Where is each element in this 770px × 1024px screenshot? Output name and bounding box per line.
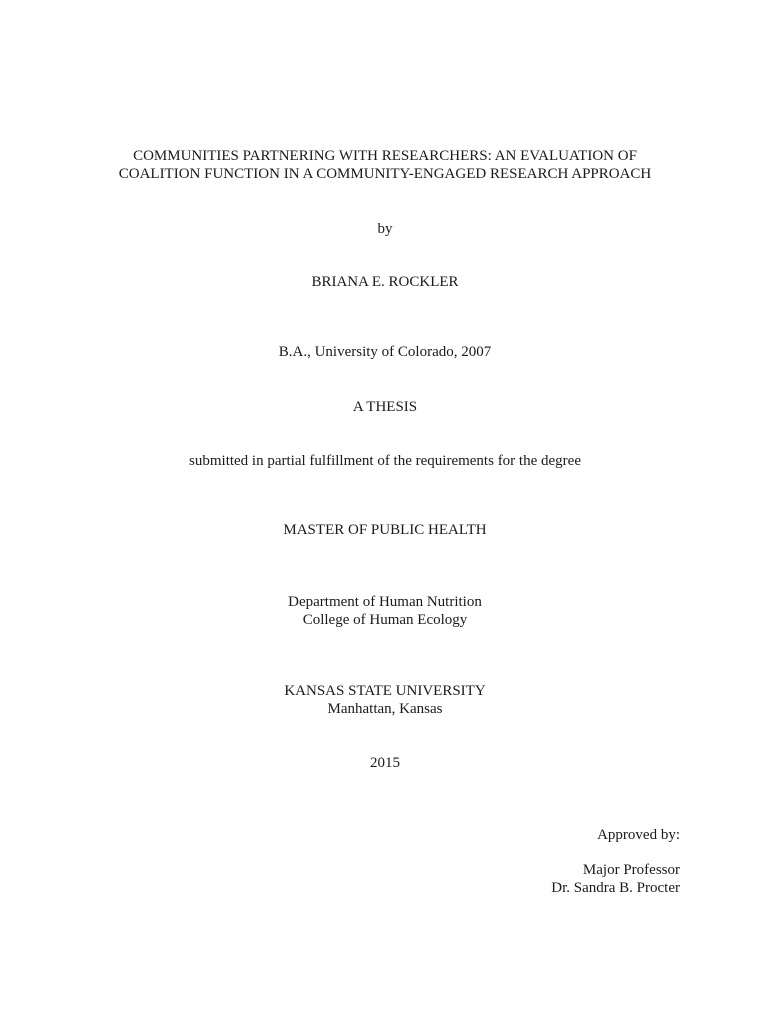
document-type: A THESIS (352, 399, 418, 415)
university-location: Manhattan, Kansas (327, 701, 443, 717)
approver-name: Dr. Sandra B. Procter (551, 880, 680, 896)
author-name: BRIANA E. ROCKLER (311, 274, 459, 290)
approved-by-label: Approved by: (597, 827, 680, 843)
by-label: by (377, 221, 393, 237)
university-name: KANSAS STATE UNIVERSITY (284, 683, 486, 699)
thesis-title-line-2: COALITION FUNCTION IN A COMMUNITY-ENGAGED RESEARCH APPROACH (118, 166, 652, 182)
thesis-title-line-1: COMMUNITIES PARTNERING WITH RESEARCHERS: AN EVALUATION OF (133, 148, 637, 164)
thesis-year: 2015 (370, 755, 400, 771)
submission-statement: submitted in partial fulfillment of the requirements for the degree (189, 453, 581, 469)
college-name: College of Human Ecology (302, 612, 468, 628)
department-name: Department of Human Nutrition (288, 594, 482, 610)
approver-role: Major Professor (582, 862, 680, 878)
prior-degree: B.A., University of Colorado, 2007 (278, 344, 492, 360)
degree-name: MASTER OF PUBLIC HEALTH (283, 522, 487, 538)
